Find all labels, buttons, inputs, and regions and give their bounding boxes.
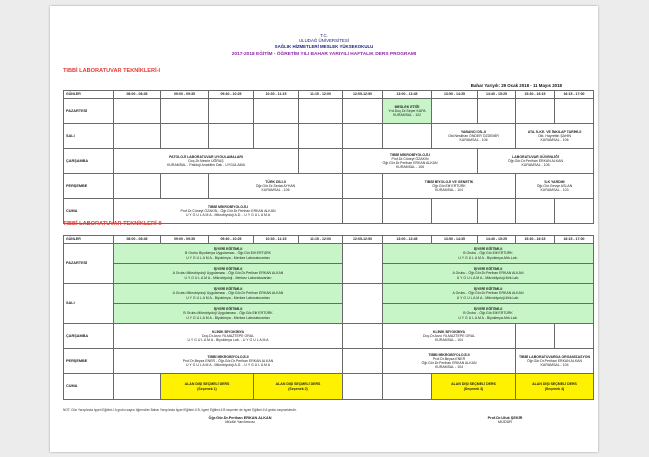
days-header: GÜNLER: [64, 91, 114, 99]
course-cell: TIBBİ MİKROBİYOLOJİ-I Prof.Dr.Cüneyt ÖZAKIN - Öğr.Gör.Dr.Perihan ERKAN ALKAN U Y G U L A M A - Mikrobiyoloji A.D. - U Y G U L A M A: [114, 199, 343, 224]
day-label: PAZARTESİ: [64, 244, 114, 284]
day-label: CUMA: [64, 374, 114, 400]
course-cell: İŞYERİ EĞİTİMİ-II A Grubu - Öğr.Gör.Dr.Perihan ERKAN ALKAN U Y G U L A M A - Mikrobiyoloji-Mrk.Lab.: [383, 264, 594, 284]
course-cell: TIBBİ MİKROBİYOLOJİ-II Prof.Dr.Beyza ENER Öğr.Gör.Dr.Perihan ERKAN ALKAN KURAMSAL - 104: [383, 349, 516, 374]
footer-note: NOT: Gün Yarıyılında İşyeri Eğitimi-I A grubu sayısı öğrenciler Bahar Yarıyılında İşyeri Eğitimi-II B, İşyeri Eğitimi-II B seçenler de İşyeri Eğitimi-II A grubu seçeceklerdir.: [63, 408, 297, 412]
course-cell: PATOLOJİ LABORATUVAR UYGULAMALARI Doç.Dr.Nesrin UĞRAŞ KURAMSAL - Patoloji Anabilim Dalı - UYGULAMA: [114, 149, 299, 174]
section-title-1: TIBBİ LABORATUVAR TEKNİKLERİ-I: [63, 68, 161, 74]
course-cell: TÜRK DİLİ-II Öğr.Gör.Dr.Sedat AYHAN KURAMSAL - 106: [209, 174, 343, 199]
table-row: [64, 174, 594, 199]
table-header-row: [64, 236, 594, 244]
slot-header: 13:50 - 14:35: [432, 236, 478, 244]
slot-header: 13:00 - 13:45: [383, 91, 432, 99]
slot-header: 10:30 - 11:15: [254, 236, 299, 244]
slot-header: 15:30 - 16:15: [516, 91, 555, 99]
slot-header: 15:30 - 16:15: [516, 236, 555, 244]
day-label: PERŞEMBE: [64, 349, 114, 374]
slot-header: 08:00 - 08:45: [114, 91, 161, 99]
course-cell: İŞYERİ EĞİTİMİ-II A Grubu Mikrobiyoloji Uygulaması - Öğr.Gör.Dr.Perihan ERKAN ALKAN U Y G U L A M A - Biyokimya - Merkez Laboratuvarları: [114, 284, 343, 304]
slot-header: 12:05-12:50: [343, 91, 383, 99]
elective-cell: ALAN DIŞI SEÇMELİ DERS (Seçenek 3): [432, 374, 516, 400]
course-cell: LABORATUVAR GÜVENLİĞİ Öğr.Gör.Dr.Perihan ERKAN ALKAN KURAMSAL - 106: [478, 149, 594, 174]
slot-header: 09:00 - 09:35: [161, 236, 209, 244]
table-row: [64, 374, 594, 400]
slot-header: 09:40 - 10:25: [209, 236, 254, 244]
day-label: CUMA: [64, 199, 114, 224]
course-cell: TIBBİ BİYOLOJİ VE GENETİK Öğr.Gör.Elif ERTÜRK KURAMSAL - 104: [383, 174, 516, 199]
header-line-1: T.C.: [320, 33, 328, 38]
elective-cell: ALAN DIŞI SEÇMELİ DERS (Seçenek 4): [516, 374, 594, 400]
slot-header: 14:40 - 15:25: [478, 236, 516, 244]
course-cell: İŞYERİ EĞİTİMİ-II B Grubu - Öğr.Gör.Elif ERTÜRK U Y G U L A M A - Biyokimya-Mrk.Lab.: [383, 304, 594, 324]
slot-header: 13:00 - 13:45: [383, 236, 432, 244]
course-cell: İLK YARDIM Öğr.Gör.Gevşe ASLAN KURAMSAL - 103: [516, 174, 594, 199]
table-row: [64, 244, 594, 264]
table-row: [64, 264, 594, 284]
document-page: [50, 6, 598, 452]
table-row: [64, 284, 594, 304]
course-cell: İŞYERİ EĞİTİMİ-II B Grubu Mikrobiyoloji Uygulaması - Öğr.Gör.Elif ERTÜRK U Y G U L A M A - Biyokimya - Merkez Laboratuvarları: [114, 304, 343, 324]
semester-date-range: Bahar Yarıyılı: 29 Ocak 2018 - 11 Mayıs 2018: [470, 83, 562, 88]
slot-header: 08:00 - 08:45: [114, 236, 161, 244]
header-university: ULUDAĞ ÜNİVERSİTESİ: [298, 38, 349, 43]
signature-director: Prof.Dr.Ufuk ŞEKİR MÜDÜR: [487, 416, 523, 424]
schedule-table-2: [63, 235, 594, 400]
table-row: [64, 304, 594, 324]
header-program-title: 2017-2018 EĞİTİM - ÖĞRETİM YILI BAHAR YARIYILI HAFTALIK DERS PROGRAMI: [231, 52, 417, 57]
day-label: PERŞEMBE: [64, 174, 114, 199]
course-cell: TIBBİ MİKROBİYOLOJİ-I Prof.Dr.Cüneyt ÖZAKIN Öğr.Gör.Dr.Perihan ERKAN ALKAN KURAMSAL - 106: [343, 149, 478, 174]
header-school: SAĞLIK HİZMETLERİ MESLEK YÜKSEKOKULU: [274, 44, 374, 49]
slot-header: 13:50 - 14:35: [432, 91, 478, 99]
table-header-row: [64, 91, 594, 99]
table-row: [64, 199, 594, 224]
day-label: ÇARŞAMBA: [64, 324, 114, 349]
signature-vice-director: Öğr.Gör.Dr.Perihan ERKAN ALKAN Müdür Yardımcısı: [208, 416, 272, 424]
course-cell: TIBBİ LABORATUVARDA ORGANİZASYON Öğr.Gör.Dr.Perihan ERKAN ALKAN KURAMSAL - 104: [516, 349, 594, 374]
course-cell: TIBBİ MİKROBİYOLOJİ-II Prof.Dr.Beyza ENER - Öğr.Gör.Dr.Perihan ERKAN ALKAN U Y G U L A M A - Mikrobiyoloji A.D. - U Y G U L A M A: [114, 349, 343, 374]
day-label: PAZARTESİ: [64, 99, 114, 124]
elective-cell: ALAN DIŞI SEÇMELİ DERS (Seçenek 1): [161, 374, 254, 400]
slot-header: 14:40 - 15:25: [478, 91, 516, 99]
table-row: [64, 124, 594, 149]
course-cell: MESLEK ETİĞİ Yrd.Doç.Dr.Seçer KAPA KURAMSAL - 102: [383, 99, 432, 124]
slot-header: 12:05-12:50: [343, 236, 383, 244]
section-title-2: TIBBİ LABORATUVAR TEKNİKLERİ-II: [63, 221, 162, 227]
day-label: SALI: [64, 124, 114, 149]
course-cell: İŞYERİ EĞİTİMİ-II B Grubu Biyokimya Uygulaması - Öğr.Gör.Elif ERTÜRK U Y G U L A M A - Biyokimya - Merkez Laboratuvarları: [114, 244, 343, 264]
slot-header: 10:30 - 11:15: [254, 91, 299, 99]
slot-header: 09:00 - 09:35: [161, 91, 209, 99]
day-label: SALI: [64, 284, 114, 324]
table-row: [64, 324, 594, 349]
table-row: [64, 349, 594, 374]
slot-header: 16:15 - 17:00: [555, 236, 594, 244]
slot-header: 16:15 - 17:00: [555, 91, 594, 99]
course-cell: KLİNİK BİYOKİMYA Doç.Dr.Arzu YILMAZTEPE ORAL U Y G U L A M A - Biyokimya Lab. - U Y G U L A M A: [114, 324, 343, 349]
table-row: [64, 149, 594, 174]
day-label: ÇARŞAMBA: [64, 149, 114, 174]
course-cell: İŞYERİ EĞİTİMİ-II B Grubu - Öğr.Gör.Elif ERTÜRK U Y G U L A M A - Biyokimya-Mrk.Lab.: [383, 244, 594, 264]
days-header: GÜNLER: [64, 236, 114, 244]
slot-header: 11:15 - 12:00: [299, 236, 343, 244]
slot-header: 11:15 - 12:00: [299, 91, 343, 99]
course-cell: İŞYERİ EĞİTİMİ-II A Grubu Mikrobiyoloji Uygulaması - Öğr.Gör.Dr.Perihan ERKAN ALKAN U Y G U L A M A - Mikrobiyoloji - Merkez Laboratuvarları: [114, 264, 343, 284]
schedule-table-1: [63, 90, 594, 224]
slot-header: 09:40 - 10:25: [209, 91, 254, 99]
course-cell: ATA. İLKE. VE İNKILAP TARİHİ-II Okt. Hayrettin ŞAHİN KURAMSAL - 106: [516, 124, 594, 149]
course-cell: YABANCI DİL-II Okt.Neslihan ÖNDER ÖZDEMİR KURAMSAL - 106: [432, 124, 516, 149]
course-cell: KLİNİK BİYOKİMYA Doç.Dr.Arzu YILMAZTEPE ORAL KURAMSAL - 104: [383, 324, 516, 349]
course-cell: İŞYERİ EĞİTİMİ-II A Grubu - Öğr.Gör.Dr.Perihan ERKAN ALKAN U Y G U L A M A - Mikrobiyoloji-Mrk.Lab.: [383, 284, 594, 304]
table-row: [64, 99, 594, 124]
elective-cell: ALAN DIŞI SEÇMELİ DERS (Seçenek 2): [254, 374, 343, 400]
